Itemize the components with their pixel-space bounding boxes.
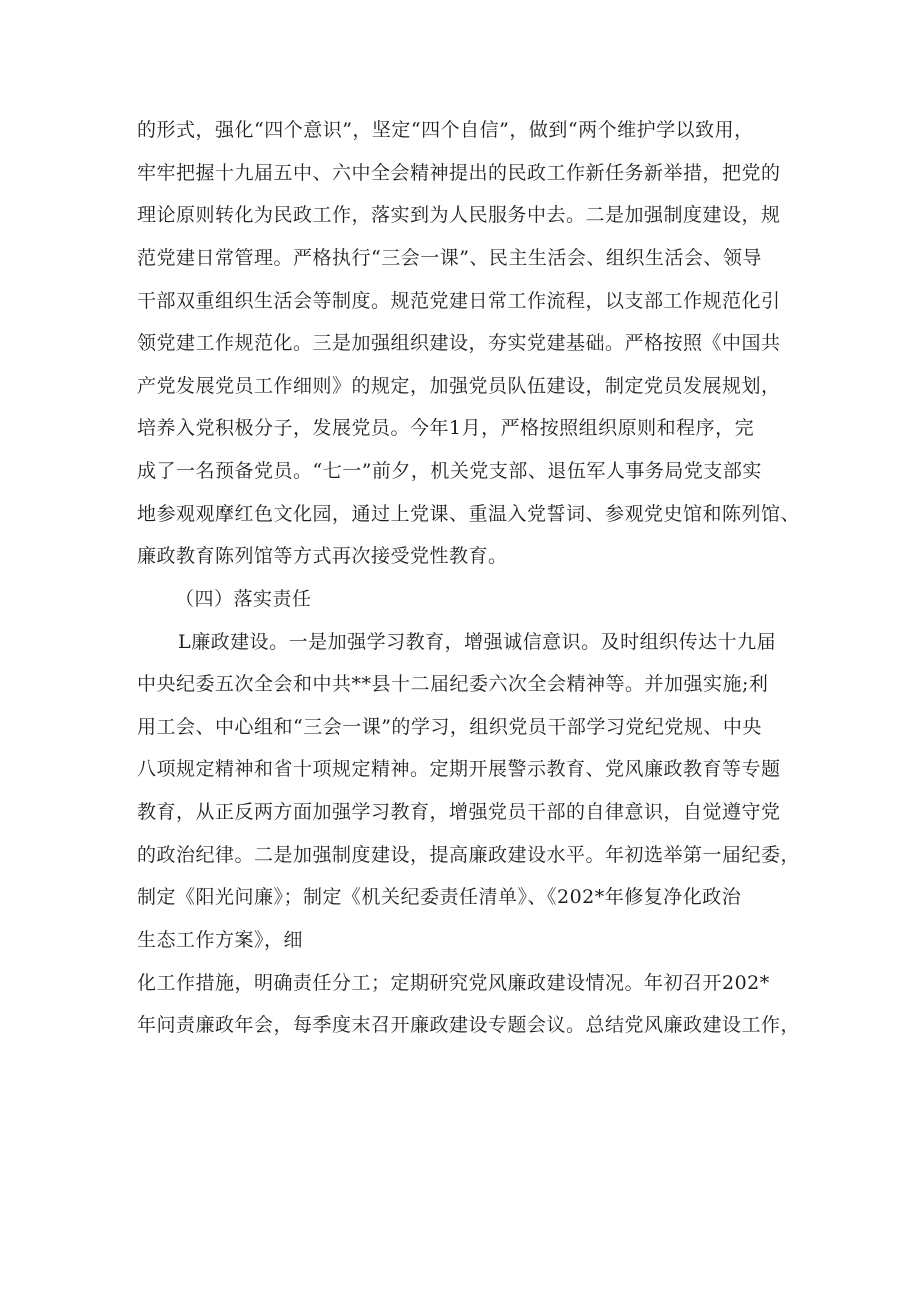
text-line-8: 培养入党积极分子，发展党员。今年1月，严格按照组织原则和程序，完: [137, 417, 755, 439]
text-line-3: 理论原则转化为民政工作，落实到为人民服务中去。二是加强制度建设，规: [137, 204, 781, 226]
text-line-18: 的政治纪律。二是加强制度建设，提高廉政建设水平。年初选举第一届纪委，: [137, 844, 801, 866]
text-line-17: 教育，从正反两方面加强学习教育，增强党员干部的自律意识，自觉遵守党: [137, 801, 781, 823]
text-line-16: 八项规定精神和省十项规定精神。定期开展警示教育、党风廉政教育等专题: [137, 758, 781, 780]
text-line-20: 生态工作方案》，细: [137, 929, 304, 951]
text-line-15: 用工会、中心组和“三会一课”的学习，组织党员干部学习党纪党规、中央: [137, 716, 762, 738]
text-line-2: 牢牢把握十九届五中、六中全会精神提出的民政工作新任务新举措，把党的: [137, 162, 781, 184]
text-line-4: 范党建日常管理。严格执行“三会一课”、民主生活会、组织生活会、领导: [137, 247, 762, 269]
text-line-11: 廉政教育陈列馆等方式再次接受党性教育。: [137, 545, 508, 567]
section-heading: （四）落实责任: [175, 588, 312, 610]
text-line-7: 产党发展党员工作细则》的规定，加强党员队伍建设，制定党员发展规划，: [137, 375, 781, 397]
text-line-13: L廉政建设。一是加强学习教育，增强诚信意识。及时组织传达十九届: [178, 631, 777, 653]
text-line-22: 年问责廉政年会，每季度末召开廉政建设专题会议。总结党风廉政建设工作，: [137, 1014, 801, 1036]
text-line-6: 领党建工作规范化。三是加强组织建设，夯实党建基础。严格按照《中国共: [137, 332, 781, 354]
text-line-21: 化工作措施，明确责任分工；定期研究党风廉政建设情况。年初召开202*: [137, 972, 770, 994]
text-line-5: 干部双重组织生活会等制度。规范党建日常工作流程，以支部工作规范化引: [137, 290, 781, 312]
text-line-19: 制定《阳光问廉》；制定《机关纪委责任清单》、《202*年修复净化政治: [137, 886, 742, 908]
text-line-10: 地参观观摩红色文化园，通过上党课、重温入党誓词、参观党史馆和陈列馆、: [137, 503, 801, 525]
text-line-14: 中央纪委五次全会和中共**县十二届纪委六次全会精神等。并加强实施;利: [137, 673, 769, 695]
text-line-1: 的形式，强化“四个意识”，坚定“四个自信”，做到“两个维护学以致用，: [137, 119, 754, 141]
text-line-9: 成了一名预备党员。“七一”前夕，机关党支部、退伍军人事务局党支部实: [137, 460, 762, 482]
